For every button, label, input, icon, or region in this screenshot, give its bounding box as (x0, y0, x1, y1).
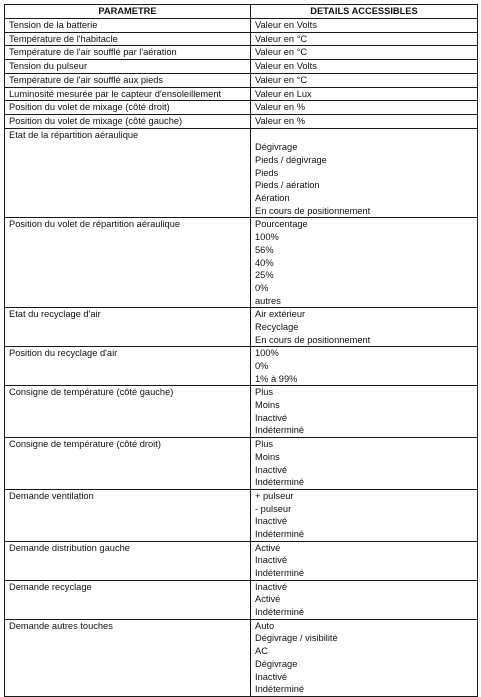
table-row (5, 46, 478, 60)
parameters-table (4, 4, 478, 697)
detail-value: Air extérieur (255, 309, 306, 320)
detail-value: Valeur en % (255, 102, 305, 113)
parameter-cell: Demande autres touches (5, 619, 251, 696)
header-row (5, 5, 478, 19)
detail-value: Indéterminé (255, 477, 305, 488)
details-cell (251, 60, 478, 74)
parameter-cell: Luminosité mesurée par le capteur d'ensoleillement (5, 87, 251, 101)
details-cell (251, 541, 478, 580)
detail-value: Inactivé (255, 516, 288, 527)
parameter-cell: Etat du recyclage d'air (5, 308, 251, 347)
detail-value: Inactivé (255, 671, 288, 682)
detail-value: Indéterminé (255, 425, 305, 436)
details-cell (251, 46, 478, 60)
table-row (5, 114, 478, 128)
details-cell (251, 128, 478, 218)
table-body (5, 19, 478, 697)
details-cell (251, 580, 478, 619)
details-cell (251, 438, 478, 490)
parameter-cell: Température de l'habitacle (5, 32, 251, 46)
detail-value: En cours de positionnement (255, 205, 371, 216)
detail-value: Inactivé (255, 412, 288, 423)
detail-value: Plus (255, 387, 274, 398)
detail-value: 100% (255, 348, 279, 359)
detail-value: Valeur en °C (255, 47, 308, 58)
table-row (5, 386, 478, 438)
details-cell (251, 32, 478, 46)
parameter-cell: Tension de la batterie (5, 19, 251, 33)
detail-value: Auto (255, 620, 275, 631)
parameter-cell: Température de l'air soufflé par l'aération (5, 46, 251, 60)
detail-value: 0% (255, 282, 269, 293)
table-row (5, 438, 478, 490)
table-row (5, 19, 478, 33)
detail-value: Indéterminé (255, 684, 305, 695)
detail-value: AC (255, 646, 268, 657)
details-cell (251, 308, 478, 347)
detail-value: autres (255, 295, 281, 306)
detail-value: Dégivrage (255, 142, 298, 153)
details-cell (251, 19, 478, 33)
details-cell (251, 218, 478, 308)
detail-value: Dégivrage (255, 658, 298, 669)
detail-value: Valeur en Volts (255, 20, 317, 30)
table-row (5, 541, 478, 580)
details-cell (251, 87, 478, 101)
detail-value: Pieds / aération (255, 180, 320, 191)
detail-value: Inactivé (255, 464, 288, 475)
detail-value: 40% (255, 257, 274, 268)
table-row (5, 580, 478, 619)
detail-value: Activé (255, 542, 281, 553)
parameter-cell: Demande recyclage (5, 580, 251, 619)
parameter-cell: Consigne de température (côté gauche) (5, 386, 251, 438)
table-row (5, 308, 478, 347)
detail-value: + pulseur (255, 490, 294, 501)
table-row (5, 60, 478, 74)
parameter-cell: Demande distribution gauche (5, 541, 251, 580)
table-row (5, 489, 478, 541)
parameter-cell: Position du recyclage d'air (5, 347, 251, 386)
parameter-cell: Etat de la répartition aéraulique (5, 128, 251, 218)
detail-value: 25% (255, 270, 274, 281)
detail-value: Moins (255, 451, 280, 462)
table-row (5, 128, 478, 218)
details-cell (251, 101, 478, 115)
detail-value: Aération (255, 193, 290, 204)
detail-value: 56% (255, 244, 274, 255)
table-row (5, 87, 478, 101)
detail-value: 1% à 99% (255, 373, 298, 384)
detail-value: Pourcentage (255, 219, 308, 230)
parameter-cell: Position du volet de répartition aéraulique (5, 218, 251, 308)
details-cell (251, 489, 478, 541)
detail-value: Valeur en Volts (255, 61, 317, 72)
details-cell (251, 386, 478, 438)
parameter-cell: Position du volet de mixage (côté droit) (5, 101, 251, 115)
parameter-cell: Tension du pulseur (5, 60, 251, 74)
header-details-accessibles: DETAILS ACCESSIBLES (251, 5, 478, 19)
detail-value: Recyclage (255, 321, 299, 332)
detail-value: Inactivé (255, 581, 288, 592)
header-parametre: PARAMETRE (5, 5, 251, 19)
parameter-cell: Demande ventilation (5, 489, 251, 541)
detail-value: Indéterminé (255, 607, 305, 618)
details-cell (251, 73, 478, 87)
table-row (5, 32, 478, 46)
detail-value: Valeur en Lux (255, 88, 312, 99)
table-row (5, 73, 478, 87)
parameter-cell: Position du volet de mixage (côté gauche) (5, 114, 251, 128)
detail-value: 0% (255, 361, 269, 371)
table-row (5, 347, 478, 386)
details-cell (251, 114, 478, 128)
detail-value: Moins (255, 400, 280, 411)
detail-value: Plus (255, 439, 274, 450)
detail-value: Valeur en % (255, 115, 305, 126)
detail-value: Valeur en °C (255, 74, 308, 85)
detail-value: Valeur en °C (255, 33, 308, 44)
detail-value: Pieds / dégivrage (255, 155, 327, 165)
detail-value: 100% (255, 232, 279, 243)
parameter-cell: Température de l'air soufflé aux pieds (5, 73, 251, 87)
parameter-cell: Consigne de température (côté droit) (5, 438, 251, 490)
table-row (5, 101, 478, 115)
table-row (5, 218, 478, 308)
detail-value: Indéterminé (255, 528, 305, 539)
details-cell (251, 347, 478, 386)
detail-value: Dégivrage / visibilité (255, 633, 338, 644)
detail-value: Inactivé (255, 555, 288, 566)
detail-value: Indéterminé (255, 568, 305, 578)
detail-value: Activé (255, 594, 281, 605)
detail-value: Pieds (255, 167, 279, 178)
detail-value: - pulseur (255, 503, 292, 514)
detail-value: En cours de positionnement (255, 334, 371, 345)
detail-value (255, 129, 477, 142)
